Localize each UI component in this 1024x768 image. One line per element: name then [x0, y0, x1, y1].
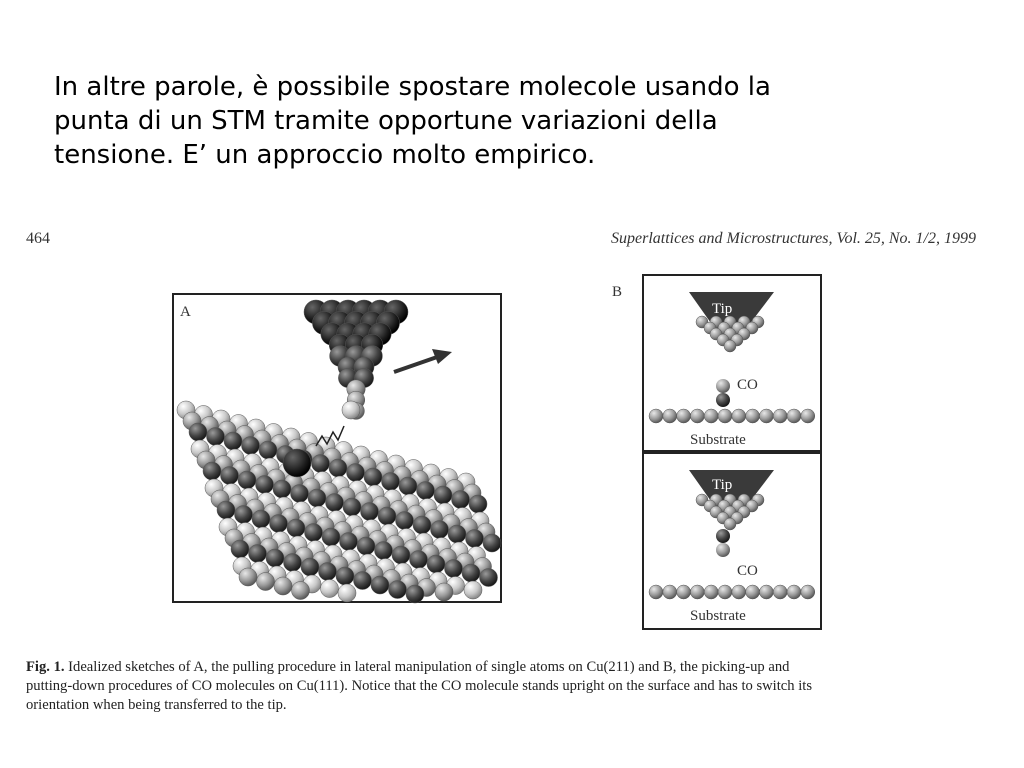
lattice-atom	[354, 572, 372, 590]
lattice-atom	[452, 491, 470, 509]
lattice-atom	[305, 524, 323, 542]
substrate-atom	[773, 585, 787, 599]
lattice-atom	[469, 495, 487, 513]
lattice-atom	[361, 503, 379, 521]
substrate-atom	[801, 409, 815, 423]
lattice-atom	[371, 576, 389, 594]
slide-text-line-1: In altre parole, è possibile spostare molecole usando la	[54, 72, 771, 102]
substrate-atom	[704, 585, 718, 599]
lattice-atom	[399, 477, 417, 495]
lattice-atom	[389, 581, 407, 599]
co-label-top: CO	[737, 377, 758, 393]
lattice-atom	[329, 459, 347, 477]
tip-atom	[724, 518, 736, 530]
lattice-atom	[274, 577, 292, 595]
lattice-atom	[266, 549, 284, 567]
lattice-atom	[291, 485, 309, 503]
lattice-atom	[427, 555, 445, 573]
co-label-bottom: CO	[737, 563, 758, 579]
lattice-atom	[406, 585, 424, 603]
lattice-atom	[431, 521, 449, 539]
figure-caption	[26, 658, 986, 715]
lattice-atom	[284, 554, 302, 572]
substrate-atom	[649, 585, 663, 599]
lattice-atom	[312, 455, 330, 473]
lattice-atom	[287, 519, 305, 537]
adatom	[283, 449, 311, 477]
lattice-atom	[396, 512, 414, 530]
slide-text-line-3: tensione. E’ un approccio molto empirico.	[54, 140, 596, 170]
lattice-atom	[256, 476, 274, 494]
caption-label: Fig. 1.	[26, 659, 65, 675]
lattice-atom	[375, 542, 393, 560]
lattice-atom	[338, 584, 356, 602]
substrate-atom	[759, 585, 773, 599]
substrate-atom	[677, 409, 691, 423]
lattice-atom	[242, 437, 260, 455]
lattice-atom	[259, 441, 277, 459]
lattice-atom	[292, 582, 310, 600]
lattice-atom	[301, 558, 319, 576]
co-carbon-top	[716, 393, 730, 407]
substrate-atom	[704, 409, 718, 423]
substrate-label-top: Substrate	[690, 432, 746, 448]
substrate-atom	[663, 409, 677, 423]
lattice-atom	[207, 428, 225, 446]
page-number: 464	[26, 230, 50, 247]
caption-line-1: Idealized sketches of A, the pulling procedure in lateral manipulation of single atoms on Cu(211) and B, the picking-up and	[64, 659, 790, 675]
lattice-atom	[321, 580, 339, 598]
lattice-atom	[464, 581, 482, 599]
co-carbon-bottom	[716, 529, 730, 543]
lattice-atom	[249, 545, 267, 563]
substrate-label-bottom: Substrate	[690, 608, 746, 624]
tip-label-top: Tip	[712, 301, 733, 317]
lattice-atom	[336, 567, 354, 585]
lattice-atom	[322, 528, 340, 546]
lattice-atom	[483, 534, 501, 552]
lattice-atom	[378, 507, 396, 525]
substrate-atom	[732, 585, 746, 599]
co-oxygen-bottom	[716, 543, 730, 557]
panel-b-label: B	[612, 284, 623, 300]
lattice-atom	[340, 533, 358, 551]
substrate-atom	[718, 585, 732, 599]
substrate-atom	[690, 585, 704, 599]
lattice-atom	[382, 473, 400, 491]
lattice-atom	[413, 516, 431, 534]
substrate-atom	[732, 409, 746, 423]
lattice-atom	[445, 560, 463, 578]
caption-line-3: orientation when being transferred to the tip.	[26, 697, 287, 713]
substrate-atom	[690, 409, 704, 423]
substrate-atom	[649, 409, 663, 423]
panel-a-label: A	[180, 304, 191, 320]
substrate-atom	[759, 409, 773, 423]
lattice-atom	[462, 564, 480, 582]
substrate-atom	[718, 409, 732, 423]
substrate-atom	[787, 585, 801, 599]
lattice-atom	[435, 583, 453, 601]
lattice-atom	[319, 563, 337, 581]
lattice-atom	[203, 462, 221, 480]
lattice-atom	[347, 464, 365, 482]
lattice-atom	[357, 537, 375, 555]
lattice-atom	[238, 471, 256, 489]
lattice-atom	[231, 540, 249, 558]
substrate-atom	[677, 585, 691, 599]
caption-line-2: putting-down procedures of CO molecules on Cu(111). Notice that the CO molecule stands upright on the surface and has to switch its	[26, 678, 813, 694]
tip-apex-atom	[342, 401, 360, 419]
lattice-atom	[364, 468, 382, 486]
lattice-atom	[273, 480, 291, 498]
lattice-atom	[239, 568, 257, 586]
lattice-atom	[221, 467, 239, 485]
slide-text-line-2: punta di un STM tramite opportune variazioni della	[54, 106, 718, 136]
journal-reference: Superlattices and Microstructures, Vol. 25, No. 1/2, 1999	[610, 230, 976, 247]
tip-label-bottom: Tip	[712, 477, 733, 493]
substrate-atom	[663, 585, 677, 599]
co-oxygen-top	[716, 379, 730, 393]
lattice-atom	[257, 573, 275, 591]
lattice-atom	[392, 546, 410, 564]
lattice-atom	[308, 489, 326, 507]
lattice-atom	[270, 515, 288, 533]
lattice-atom	[326, 494, 344, 512]
substrate-atom	[787, 409, 801, 423]
substrate-atom	[746, 409, 760, 423]
lattice-atom	[434, 486, 452, 504]
lattice-atom	[235, 506, 253, 524]
tip-atom	[724, 340, 736, 352]
lattice-atom	[189, 423, 207, 441]
substrate-atom	[746, 585, 760, 599]
lattice-atom	[224, 432, 242, 450]
lattice-atom	[466, 530, 484, 548]
lattice-atom	[343, 498, 361, 516]
substrate-atom	[773, 409, 787, 423]
lattice-atom	[217, 501, 235, 519]
substrate-atom	[801, 585, 815, 599]
lattice-atom	[252, 510, 270, 528]
lattice-atom	[480, 569, 498, 587]
lattice-atom	[410, 551, 428, 569]
lattice-atom	[417, 482, 435, 500]
lattice-atom	[448, 525, 466, 543]
